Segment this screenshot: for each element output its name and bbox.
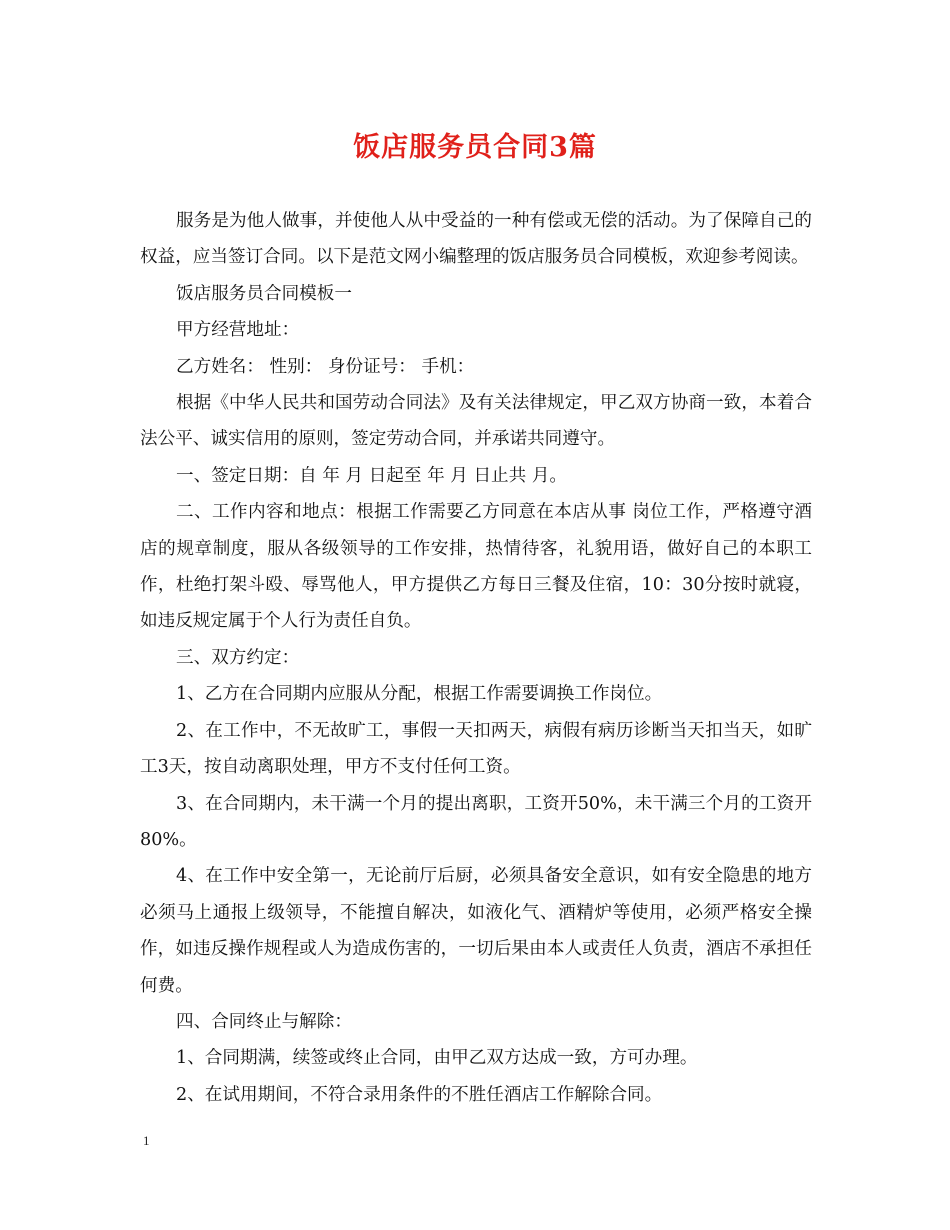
paragraph-clause-3-4: 4、在工作中安全第一，无论前厅后厨，必须具备安全意识，如有安全隐患的地方必须马上通报上级领导，不能擅自解决，如液化气、酒精炉等使用，必须严格安全操作，如违反操作规程或人为造成伤害的，一切后果由本人或责任人负责，酒店不承担任何费。: [140, 866, 812, 996]
document-body: [140, 203, 812, 1113]
paragraph-party-b-info: 乙方姓名： 性别： 身份证号： 手机：: [176, 356, 475, 377]
paragraph-template-heading: 饭店服务员合同模板一: [176, 283, 352, 304]
paragraph-section-1: 一、签定日期：自 年 月 日起至 年 月 日止共 月。: [176, 465, 568, 486]
paragraph-section-3-heading: 三、双方约定：: [176, 647, 300, 668]
paragraph-section-4-heading: 四、合同终止与解除：: [176, 1011, 352, 1032]
paragraph-section-2: 二、工作内容和地点：根据工作需要乙方同意在本店从事 岗位工作，严格遵守酒店的规章制度，服从各级领导的工作安排，热情待客，礼貌用语，做好自己的本职工作，杜绝打架斗殴、辱骂他人，甲方提供乙方每日三餐及住宿，10：30分按时就寝，如违反规定属于个人行为责任自负。: [140, 502, 812, 632]
document-title: 饭店服务员合同3篇: [353, 132, 597, 163]
paragraph-clause-3-2: 2、在工作中，不无故旷工，事假一天扣两天，病假有病历诊断当天扣当天，如旷工3天，按自动离职处理，甲方不支付任何工资。: [140, 720, 812, 778]
paragraph-clause-4-2: 2、在试用期间，不符合录用条件的不胜任酒店工作解除合同。: [176, 1084, 663, 1105]
paragraph-clause-3-3: 3、在合同期内，未干满一个月的提出离职，工资开50%，未干满三个月的工资开80%。: [140, 793, 812, 850]
paragraph-party-a-address: 甲方经营地址：: [176, 320, 300, 341]
paragraph-clause-4-1: 1、合同期满，续签或终止合同，由甲乙双方达成一致，方可办理。: [176, 1048, 698, 1069]
paragraph-clause-3-1: 1、乙方在合同期内应服从分配，根据工作需要调换工作岗位。: [176, 684, 663, 705]
page-number: 1: [143, 1133, 150, 1148]
paragraph-intro: 服务是为他人做事，并使他人从中受益的一种有偿或无偿的活动。为了保障自己的权益，应当签订合同。以下是范文网小编整理的饭店服务员合同模板，欢迎参考阅读。: [140, 211, 812, 268]
paragraph-legal-basis: 根据《中华人民共和国劳动合同法》及有关法律规定，甲乙双方协商一致，本着合法公平、诚实信用的原则，签定劳动合同，并承诺共同遵守。: [140, 393, 812, 450]
